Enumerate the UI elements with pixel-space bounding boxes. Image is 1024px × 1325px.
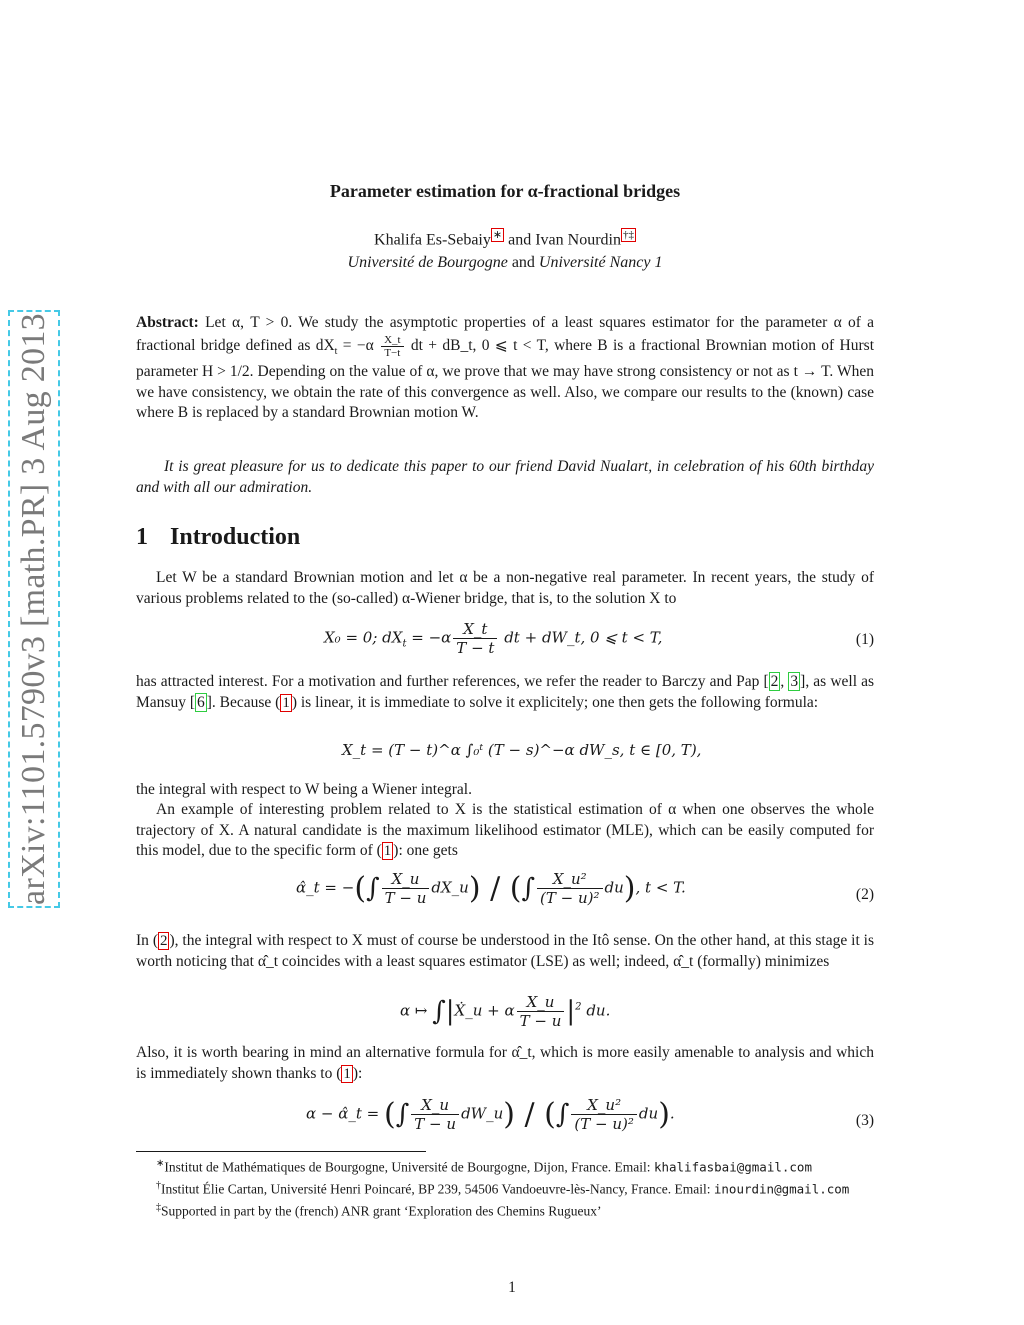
- eq3-fraction-1: [411, 1096, 459, 1133]
- eq2-den2: (T − u)²: [540, 889, 600, 907]
- footnote-3: [136, 1199, 874, 1221]
- eqmin-integral: ∫: [432, 996, 446, 1027]
- eq2-integral-2: ∫: [521, 873, 536, 904]
- section-title: Introduction: [170, 524, 301, 550]
- paper-title: Parameter estimation for α-fractional bridges: [329, 181, 681, 201]
- eq2-paren-close-2: ): [623, 871, 636, 906]
- eq2-num2: X_u²: [537, 870, 603, 889]
- p4-text-a: An example of interesting problem related to X is the statistical estimation of α when one observes the whole trajectory of X. A natural candidate is the maximum likelihood estimator (MLE), which can be easily computed for this model, due to the specific form of (: [136, 801, 874, 859]
- eq3-den2: (T − u)²: [574, 1115, 634, 1133]
- eq3-den1: T − u: [414, 1115, 457, 1133]
- citation-3[interactable]: 3: [790, 673, 799, 690]
- abstract-sub-t: t: [334, 345, 338, 357]
- footnote-2-email[interactable]: inourdin@gmail.com: [713, 1181, 850, 1197]
- footnote-ref-1[interactable]: ∗: [492, 229, 503, 241]
- eq2-mid1: dX_u: [431, 878, 469, 897]
- author-1: Khalifa Es-Sebaiy: [374, 231, 491, 249]
- equation-solution: [136, 735, 874, 775]
- abstract-frac-den: T−t: [384, 346, 401, 359]
- footnote-3-text: Supported in part by the (french) ANR grant ‘Exploration des Chemins Rugueux’: [161, 1203, 602, 1219]
- equation-2-number: (2): [855, 886, 874, 903]
- eq3-integral-1: ∫: [395, 1099, 410, 1130]
- eqmin-rhs: du.: [581, 1001, 611, 1020]
- eq3-fraction-2: [571, 1096, 637, 1133]
- section-number: 1: [136, 524, 148, 550]
- intro-paragraph-5: [136, 931, 874, 972]
- p4-text-b: ): one gets: [393, 842, 458, 859]
- eq-ref-1c[interactable]: 1: [343, 1065, 351, 1082]
- equation-1-body: [324, 620, 662, 657]
- footnote-1-mark: ∗: [156, 1158, 165, 1169]
- equation-3-body: [306, 1096, 675, 1133]
- eq2-lhs: α̂_t = −: [296, 878, 355, 897]
- footnote-2: [136, 1177, 874, 1199]
- eq2-mid2: du: [604, 878, 624, 897]
- author-2: Ivan Nourdin: [535, 231, 621, 249]
- eq2-den1: T − u: [384, 889, 427, 907]
- eq1-rhs: dt + dW_t, 0 ⩽ t < T,: [499, 628, 663, 647]
- eq3-slash: /: [514, 1097, 545, 1132]
- intro-paragraph-1: Let W be a standard Brownian motion and let α be a non-negative real parameter. In recent years, the study of various problems related to the (so-called) α-Wiener bridge, that is, to the solution X to: [136, 569, 874, 607]
- eq1-den: T − t: [456, 639, 495, 657]
- equation-minimize: [136, 993, 874, 1039]
- arxiv-stamp-text: arXiv:1101.5790v3 [math.PR] 3 Aug 2013: [15, 313, 52, 905]
- dedication: It is great pleasure for us to dedicate this paper to our friend David Nualart, in celebration of his 60th birthday and with all our admiration.: [136, 458, 874, 496]
- equation-1-number: (1): [855, 631, 874, 648]
- intro-paragraph-3: the integral with respect to W being a Wiener integral.: [136, 781, 472, 798]
- eq3-paren-close: ): [503, 1097, 515, 1132]
- footnote-1: [136, 1155, 874, 1177]
- eq3-integral-2: ∫: [555, 1099, 570, 1130]
- p2-text-b: ], as well as Mansuy [: [136, 673, 875, 711]
- abstract-frac-num: X_t: [381, 334, 404, 347]
- eq-ref-2[interactable]: 2: [159, 933, 168, 949]
- affiliations-line: [136, 254, 874, 272]
- p2-text-a: has attracted interest. For a motivation and further references, we refer the reader to Barczy and Pap [: [136, 673, 769, 690]
- eq3-num2: X_u²: [571, 1096, 637, 1115]
- equation-1: [136, 620, 874, 664]
- equation-3-number: (3): [855, 1112, 874, 1129]
- eq2-paren-open: (: [354, 871, 367, 906]
- eq3-lhs: α − α̂_t =: [306, 1104, 380, 1123]
- eq1-fraction: [453, 620, 497, 657]
- affiliation-1: Université de Bourgogne: [347, 254, 508, 271]
- footnote-ref-2[interactable]: †‡: [622, 229, 634, 241]
- citation-6[interactable]: 6: [196, 693, 205, 711]
- citation-2[interactable]: 2: [770, 673, 779, 690]
- page-number: 1: [508, 1279, 516, 1296]
- eqmin-square: 2: [575, 1001, 582, 1013]
- intro-paragraph-6: [136, 1043, 874, 1084]
- abstract: [136, 313, 874, 424]
- p5-text-b: ), the integral with respect to X must of course be understood in the Itô sense. On the other hand, at this stage it is worth noticing that α̂_t coincides with a least squares estimator (LSE) as well; indeed, α̂_t (formally) minimizes: [136, 932, 875, 970]
- arxiv-stamp[interactable]: [8, 310, 60, 908]
- eqmin-lhs: α ↦: [400, 1001, 433, 1020]
- authors-line: [136, 230, 874, 249]
- eqmin-num: X_u: [517, 993, 565, 1012]
- equation-2-body: [296, 870, 686, 907]
- abstract-fraction: [381, 334, 404, 359]
- p2-cite-sep: ,: [780, 673, 789, 690]
- p2-text-d: ) is linear, it is immediate to solve it explicitely; one then gets the following formula:: [291, 693, 819, 711]
- abstract-text-a: Let α, T > 0. We study the asymptotic properties of a least squares estimator for the parameter α of a fractional bridge defined as dX: [136, 314, 874, 354]
- eq3-mid2: du: [638, 1104, 659, 1123]
- eqmin-bar-open: |: [445, 996, 455, 1027]
- eq1-sub: t: [402, 638, 407, 650]
- abstract-text-c: dt + dB_t, 0 ⩽ t < T, where B is a fractional Brownian motion of Hurst parameter H > 1/2. Depending on the value of α, we prove that we may have strong consistency or not as t → T. When we have consistency, we obtain the rate of this convergence as well. Also, we compare our results to the (known) case where B is replaced by a standard Brownian motion W.: [136, 336, 874, 422]
- abstract-text-b: = −α: [337, 336, 380, 354]
- p6-text-a: Also, it is worth bearing in mind an alternative formula for α̂_t, which is more easily amenable to analysis and which is immediately shown thanks to (: [136, 1044, 874, 1082]
- section-heading: [136, 524, 300, 551]
- eq2-paren-close: ): [468, 871, 481, 906]
- p6-text-b: ):: [352, 1064, 363, 1082]
- eqmin-fraction: [517, 993, 565, 1030]
- authors-and: and: [504, 231, 536, 249]
- eq3-paren-open: (: [384, 1097, 396, 1132]
- eq3-paren-open-2: (: [544, 1097, 556, 1132]
- p2-text-c: ]. Because (: [206, 693, 281, 711]
- eq1-mid: = −α: [406, 628, 452, 647]
- footnote-1-text: Institut de Mathématiques de Bourgogne, Université de Bourgogne, Dijon, France. Email:: [164, 1159, 654, 1175]
- eq3-num1: X_u: [411, 1096, 459, 1115]
- eq3-paren-close-2: ): [658, 1097, 670, 1132]
- eq1-num: X_t: [453, 620, 497, 639]
- abstract-label: Abstract:: [136, 314, 199, 331]
- eq2-fraction-2: [537, 870, 603, 907]
- intro-paragraph-2: [136, 672, 874, 713]
- footnote-1-email[interactable]: khalifasbai@gmail.com: [653, 1159, 812, 1175]
- equation-solution-body: X_t = (T − t)^α ∫₀ᵗ (T − s)^−α dW_s, t ∈ [0, T),: [342, 741, 702, 759]
- eqmin-den: T − u: [519, 1012, 562, 1030]
- eqmin-body: Ẋ_u + α: [454, 1001, 515, 1020]
- eq2-paren-open-2: (: [509, 871, 522, 906]
- eq-ref-1[interactable]: 1: [282, 694, 290, 711]
- footnote-3-mark: ‡: [156, 1202, 161, 1213]
- equation-2: [136, 870, 874, 920]
- equation-3: [136, 1096, 874, 1146]
- eq2-integral-1: ∫: [366, 873, 380, 904]
- eq1-lhs: X₀ = 0; dX: [324, 628, 403, 647]
- equation-minimize-body: [400, 993, 610, 1030]
- eqmin-bar-close: |: [566, 996, 576, 1027]
- eq3-rhs: .: [669, 1104, 675, 1123]
- p5-text-a: In (: [136, 932, 158, 949]
- footnote-rule: [136, 1151, 426, 1152]
- eq-ref-1b[interactable]: 1: [383, 843, 392, 859]
- affiliation-2: Université Nancy 1: [538, 254, 663, 271]
- eq2-fraction-1: [382, 870, 430, 907]
- eq3-mid1: dW_u: [461, 1104, 504, 1123]
- eq2-rhs: , t < T.: [635, 878, 686, 897]
- affiliation-and: and: [507, 254, 539, 271]
- eq2-slash: /: [480, 871, 510, 906]
- eq2-num1: X_u: [382, 870, 430, 889]
- intro-paragraph-4: [136, 800, 874, 862]
- footnotes: [136, 1155, 874, 1221]
- footnote-2-mark: †: [156, 1180, 161, 1191]
- footnote-2-text: Institut Élie Cartan, Université Henri Poincaré, BP 239, 54506 Vandoeuvre-lès-Nancy, France. Email:: [161, 1181, 714, 1197]
